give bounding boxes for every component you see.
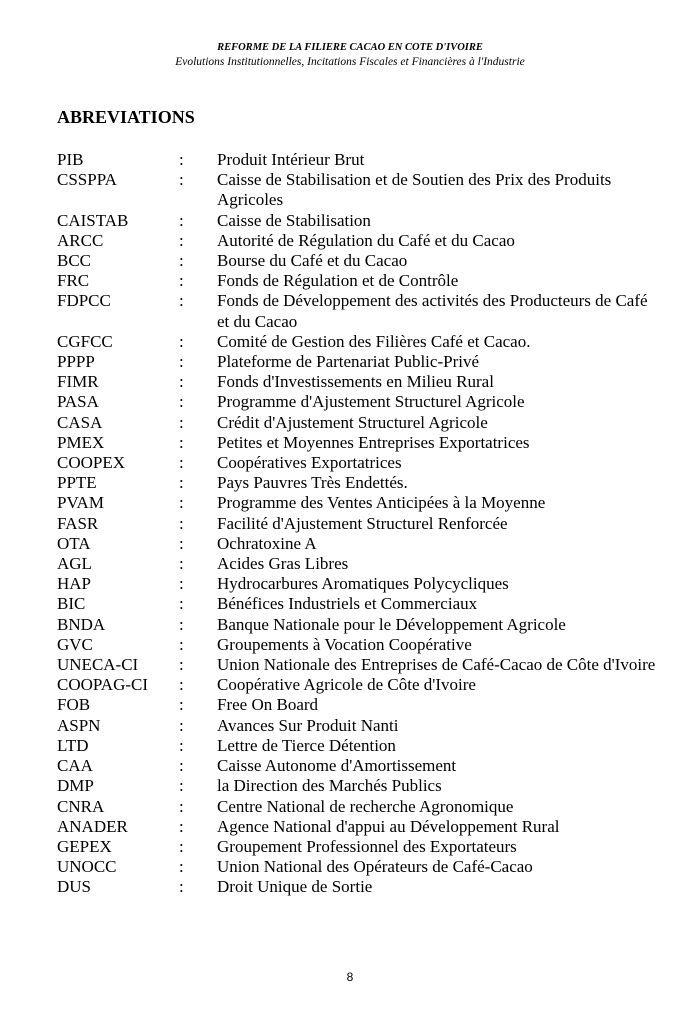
abbreviation-definition: Facilité d'Ajustement Structurel Renforcée bbox=[217, 513, 508, 533]
section-title: ABREVIATIONS bbox=[57, 107, 195, 127]
abbreviation-separator: : bbox=[179, 655, 184, 675]
abbreviation-row bbox=[57, 231, 657, 251]
abbreviation-definition: Lettre de Tierce Détention bbox=[217, 735, 396, 755]
abbreviation-separator: : bbox=[179, 453, 184, 473]
abbreviation-term: ASPN bbox=[57, 715, 101, 735]
abbreviation-row bbox=[57, 514, 657, 534]
abbreviation-definition: Caisse de Stabilisation et de Soutien des Prix des Produits Agricoles bbox=[217, 170, 612, 210]
abbreviation-definition: Coopérative Agricole de Côte d'Ivoire bbox=[217, 675, 476, 695]
abbreviation-separator: : bbox=[179, 756, 184, 776]
page-number: 8 bbox=[346, 970, 354, 984]
abbreviation-separator: : bbox=[179, 715, 184, 735]
abbreviation-definition: Programme d'Ajustement Structurel Agricole bbox=[217, 392, 525, 412]
abbreviation-separator: : bbox=[179, 816, 184, 836]
abbreviation-definition: Petites et Moyennes Entreprises Exportatrices bbox=[217, 432, 530, 452]
abbreviation-row bbox=[57, 211, 657, 231]
abbreviation-definition: Crédit d'Ajustement Structurel Agricole bbox=[217, 412, 488, 432]
abbreviation-separator: : bbox=[179, 554, 184, 574]
abbreviation-definition: Groupement Professionnel des Exportateurs bbox=[217, 836, 517, 856]
abbreviation-separator: : bbox=[179, 513, 184, 533]
abbreviation-term: FIMR bbox=[57, 372, 99, 392]
abbreviation-definition: Centre National de recherche Agronomique bbox=[217, 796, 514, 816]
abbreviation-definition: Free On Board bbox=[217, 695, 319, 715]
abbreviation-definition: Programme des Ventes Anticipées à la Moyenne bbox=[217, 493, 546, 513]
abbreviation-term: BIC bbox=[57, 594, 86, 614]
abbreviation-definition: la Direction des Marchés Publics bbox=[217, 776, 442, 796]
abbreviation-definition: Droit Unique de Sortie bbox=[217, 877, 373, 897]
abbreviation-separator: : bbox=[179, 877, 184, 897]
abbreviation-term: PMEX bbox=[57, 432, 105, 452]
abbreviation-term: OTA bbox=[57, 533, 91, 553]
abbreviation-definition: Union Nationale des Entreprises de Café-Cacao de Côte d'Ivoire bbox=[217, 655, 656, 675]
abbreviation-definition: Plateforme de Partenariat Public-Privé bbox=[217, 352, 479, 372]
abbreviation-definition: Fonds de Développement des activités des Producteurs de Café et du Cacao bbox=[217, 291, 648, 331]
abbreviation-term: PIB bbox=[57, 150, 84, 169]
abbreviation-definition: Union National des Opérateurs de Café-Cacao bbox=[217, 857, 533, 877]
abbreviation-definition: Acides Gras Libres bbox=[217, 554, 349, 574]
abbreviation-separator: : bbox=[179, 392, 184, 412]
abbreviation-term: CGFCC bbox=[57, 331, 113, 351]
abbreviation-row bbox=[57, 594, 657, 614]
abbreviation-definition: Ochratoxine A bbox=[217, 533, 317, 553]
abbreviation-term: DMP bbox=[57, 776, 94, 796]
abbreviation-row bbox=[57, 877, 657, 897]
abbreviation-row bbox=[57, 695, 657, 715]
abbreviation-term: CASA bbox=[57, 412, 103, 432]
abbreviation-definition: Coopératives Exportatrices bbox=[217, 453, 402, 473]
abbreviation-term: COOPEX bbox=[57, 453, 126, 473]
abbreviation-separator: : bbox=[179, 251, 184, 271]
abbreviation-term: PASA bbox=[57, 392, 99, 412]
abbreviation-row bbox=[57, 372, 657, 392]
abbreviation-definition: Groupements à Vocation Coopérative bbox=[217, 634, 472, 654]
abbreviation-definition: Avances Sur Produit Nanti bbox=[217, 715, 399, 735]
running-header bbox=[0, 41, 700, 69]
abbreviation-term: BNDA bbox=[57, 614, 106, 634]
abbreviation-definition: Caisse Autonome d'Amortissement bbox=[217, 756, 457, 776]
abbreviation-separator: : bbox=[179, 352, 184, 372]
abbreviation-separator: : bbox=[179, 372, 184, 392]
abbreviation-row bbox=[57, 736, 657, 756]
abbreviation-term: COOPAG-CI bbox=[57, 675, 149, 695]
abbreviation-separator: : bbox=[179, 735, 184, 755]
abbreviation-row bbox=[57, 857, 657, 877]
abbreviation-row bbox=[57, 170, 657, 210]
abbreviation-term: UNOCC bbox=[57, 857, 117, 877]
abbreviation-row bbox=[57, 332, 657, 352]
abbreviation-row bbox=[57, 675, 657, 695]
abbreviation-term: FASR bbox=[57, 513, 99, 533]
abbreviation-term: FDPCC bbox=[57, 291, 111, 311]
abbreviation-row bbox=[57, 150, 657, 170]
abbreviation-separator: : bbox=[179, 331, 184, 351]
abbreviation-definition: Caisse de Stabilisation bbox=[217, 210, 371, 230]
abbreviation-term: ANADER bbox=[57, 816, 128, 836]
abbreviation-term: CSSPPA bbox=[57, 170, 117, 190]
abbreviation-separator: : bbox=[179, 432, 184, 452]
abbreviation-separator: : bbox=[179, 150, 184, 169]
abbreviation-definition: Produit Intérieur Brut bbox=[217, 150, 365, 169]
abbreviation-separator: : bbox=[179, 857, 184, 877]
abbreviation-term: PPTE bbox=[57, 473, 97, 493]
abbreviation-definition: Pays Pauvres Très Endettés. bbox=[217, 473, 408, 493]
abbreviation-row bbox=[57, 251, 657, 271]
abbreviation-term: HAP bbox=[57, 574, 92, 594]
abbreviation-row bbox=[57, 271, 657, 291]
abbreviation-separator: : bbox=[179, 796, 184, 816]
abbreviation-separator: : bbox=[179, 230, 184, 250]
abbreviation-separator: : bbox=[179, 533, 184, 553]
abbreviation-row bbox=[57, 615, 657, 635]
abbreviation-separator: : bbox=[179, 634, 184, 654]
abbreviation-row bbox=[57, 473, 657, 493]
abbreviation-term: UNECA-CI bbox=[57, 655, 139, 675]
abbreviation-row bbox=[57, 291, 657, 331]
abbreviation-term: ARCC bbox=[57, 230, 104, 250]
abbreviation-row bbox=[57, 413, 657, 433]
abbreviation-row bbox=[57, 433, 657, 453]
abbreviation-separator: : bbox=[179, 574, 184, 594]
abbreviation-row bbox=[57, 635, 657, 655]
abbreviation-separator: : bbox=[179, 695, 184, 715]
abbreviation-separator: : bbox=[179, 210, 184, 230]
abbreviation-definition: Banque Nationale pour le Développement Agricole bbox=[217, 614, 566, 634]
abbreviation-definition: Fonds de Régulation et de Contrôle bbox=[217, 271, 459, 291]
abbreviation-row bbox=[57, 756, 657, 776]
abbreviation-definition: Bourse du Café et du Cacao bbox=[217, 251, 408, 271]
abbreviation-row bbox=[57, 534, 657, 554]
abbreviation-separator: : bbox=[179, 271, 184, 291]
abbreviation-term: DUS bbox=[57, 877, 92, 897]
abbreviation-term: CNRA bbox=[57, 796, 105, 816]
abbreviation-term: FRC bbox=[57, 271, 90, 291]
abbreviation-row bbox=[57, 392, 657, 412]
abbreviation-term: GEPEX bbox=[57, 836, 112, 856]
abbreviation-term: BCC bbox=[57, 251, 92, 271]
header-subtitle: Evolutions Institutionnelles, Incitations Fiscales et Financières à l'Industrie bbox=[175, 56, 525, 68]
abbreviation-definition: Autorité de Régulation du Café et du Cacao bbox=[217, 230, 515, 250]
abbreviation-row bbox=[57, 493, 657, 513]
abbreviation-definition: Fonds d'Investissements en Milieu Rural bbox=[217, 372, 494, 392]
abbreviation-row bbox=[57, 352, 657, 372]
abbreviation-row bbox=[57, 716, 657, 736]
abbreviation-separator: : bbox=[179, 291, 184, 311]
abbreviation-row bbox=[57, 797, 657, 817]
abbreviation-separator: : bbox=[179, 493, 184, 513]
abbreviation-definition: Hydrocarbures Aromatiques Polycycliques bbox=[217, 574, 509, 594]
abbreviation-separator: : bbox=[179, 412, 184, 432]
abbreviation-separator: : bbox=[179, 594, 184, 614]
abbreviation-definition: Bénéfices Industriels et Commerciaux bbox=[217, 594, 478, 614]
abbreviation-row bbox=[57, 655, 657, 675]
abbreviation-term: CAISTAB bbox=[57, 210, 129, 230]
abbreviation-term: PVAM bbox=[57, 493, 104, 513]
abbreviation-definition: Comité de Gestion des Filières Café et Cacao. bbox=[217, 331, 531, 351]
abbreviation-separator: : bbox=[179, 836, 184, 856]
abbreviation-separator: : bbox=[179, 675, 184, 695]
abbreviation-row bbox=[57, 837, 657, 857]
abbreviation-term: FOB bbox=[57, 695, 91, 715]
abbreviation-separator: : bbox=[179, 170, 184, 190]
abbreviation-row bbox=[57, 574, 657, 594]
abbreviation-separator: : bbox=[179, 776, 184, 796]
abbreviation-term: LTD bbox=[57, 735, 89, 755]
abbreviation-row bbox=[57, 776, 657, 796]
abbreviation-row bbox=[57, 817, 657, 837]
header-title: REFORME DE LA FILIERE CACAO EN COTE D'IVOIRE bbox=[217, 42, 483, 53]
abbreviation-term: AGL bbox=[57, 554, 92, 574]
abbreviation-separator: : bbox=[179, 614, 184, 634]
abbreviation-definition: Agence National d'appui au Développement Rural bbox=[217, 816, 560, 836]
abbreviation-separator: : bbox=[179, 473, 184, 493]
abbreviation-row bbox=[57, 453, 657, 473]
abbreviation-list bbox=[57, 150, 657, 898]
abbreviation-term: CAA bbox=[57, 756, 93, 776]
abbreviation-term: GVC bbox=[57, 634, 93, 654]
abbreviation-term: PPPP bbox=[57, 352, 95, 372]
abbreviation-row bbox=[57, 554, 657, 574]
